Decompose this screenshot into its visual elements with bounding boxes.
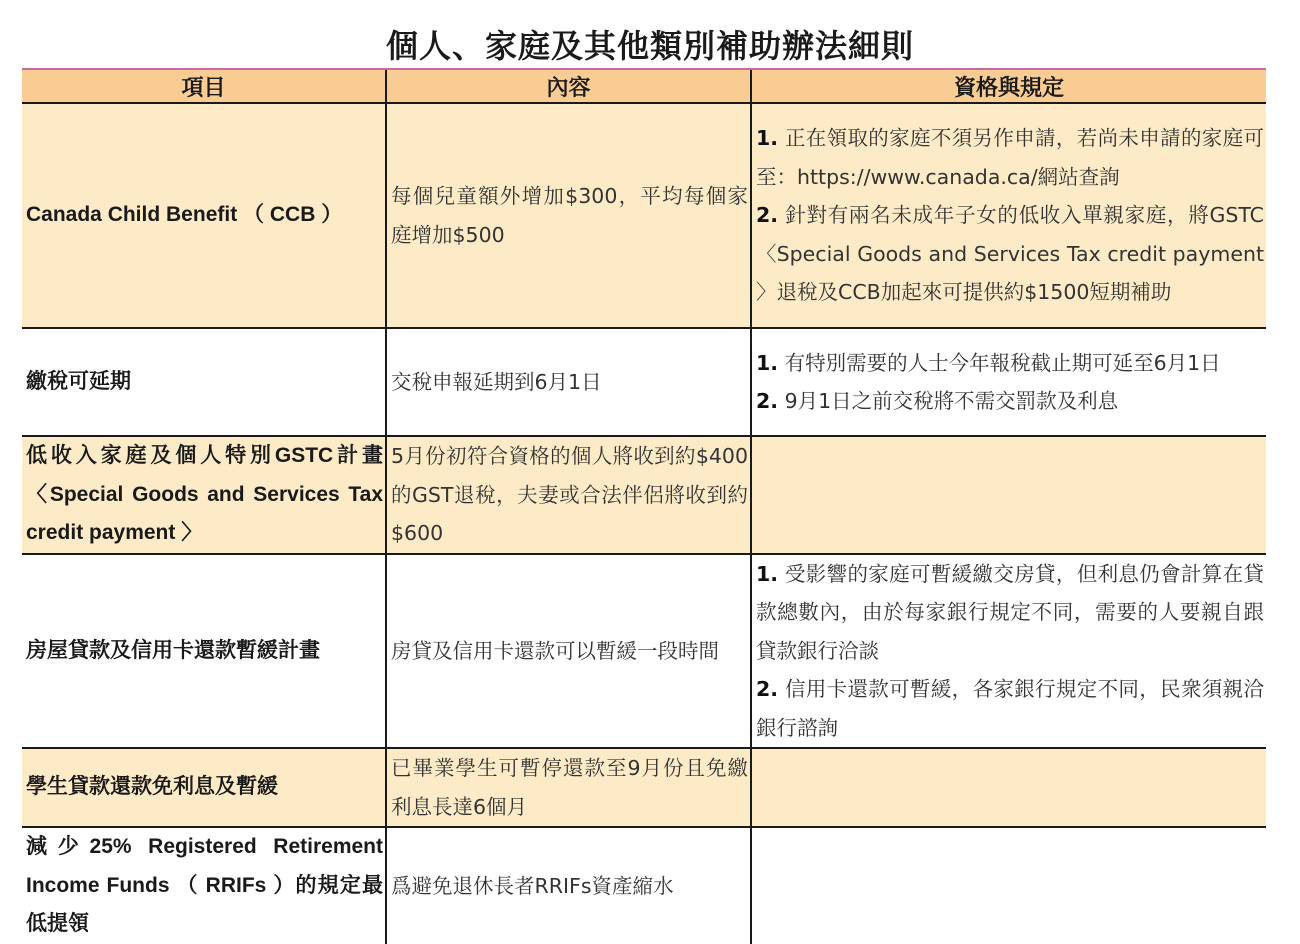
rule-entry: 2. 針對有兩名未成年子女的低收入單親家庭，將GSTC〈Special Goods and Services Tax credit payment 〉退稅及CCB加起來可提供約$1500短期補助: [756, 203, 1264, 305]
row-content: 爲避免退休長者RRIFs資產縮水: [386, 827, 751, 944]
rule-entry: 1. 有特別需要的人士今年報稅截止期可延至6月1日: [756, 350, 1221, 375]
page-title: 個人、家庭及其他類別補助辦法細則: [385, 27, 914, 65]
row-content: 交稅申報延期到6月1日: [386, 328, 751, 436]
row-item: 房屋貸款及信用卡還款暫緩計畫: [22, 554, 386, 749]
row-rules: [751, 436, 1266, 554]
table-row: [22, 827, 1266, 944]
row-rules: [751, 827, 1266, 944]
subsidy-table: [22, 68, 1266, 944]
rule-entry: 2. 信用卡還款可暫緩，各家銀行規定不同，民衆須親洽銀行諮詢: [756, 677, 1264, 740]
table-row: [22, 436, 1266, 554]
column-header-item: 項目: [22, 69, 386, 103]
row-item: 學生貸款還款免利息及暫緩: [22, 748, 386, 827]
row-content: 已畢業學生可暫停還款至9月份且免繳利息長達6個月: [386, 748, 751, 827]
row-item: Canada Child Benefit （ CCB ）: [22, 103, 386, 328]
rule-entry: 1. 正在領取的家庭不須另作申請，若尚未申請的家庭可至：https://www.canada.ca/網站查詢: [756, 126, 1264, 189]
row-rules: [751, 328, 1266, 436]
table-row: [22, 103, 1266, 328]
column-header-content: 內容: [386, 69, 751, 103]
table-header-row: [22, 69, 1266, 103]
table-row: [22, 328, 1266, 436]
row-item: 低收入家庭及個人特別GSTC計畫〈Special Goods and Services Tax credit payment 〉: [22, 436, 386, 554]
column-header-rules: 資格與規定: [751, 69, 1266, 103]
row-rules: [751, 748, 1266, 827]
row-rules: [751, 554, 1266, 749]
row-content: 房貸及信用卡還款可以暫緩一段時間: [386, 554, 751, 749]
table-row: [22, 554, 1266, 749]
row-content: 5月份初符合資格的個人將收到約$400的GST退稅，夫妻或合法伴侶將收到約$600: [386, 436, 751, 554]
row-item: 減少25% Registered Retirement Income Funds （ RRIFs ）的規定最低提領: [22, 827, 386, 944]
rule-entry: 2. 9月1日之前交稅將不需交罰款及利息: [756, 389, 1119, 413]
rule-entry: 1. 受影響的家庭可暫緩繳交房貸，但利息仍會計算在貸款總數內，由於每家銀行規定不同，需要的人要親自跟貸款銀行洽談: [756, 561, 1264, 663]
row-item: 繳稅可延期: [22, 328, 386, 436]
row-content: 每個兒童額外增加$300，平均每個家庭增加$500: [386, 103, 751, 328]
row-rules: [751, 103, 1266, 328]
table-row: [22, 748, 1266, 827]
